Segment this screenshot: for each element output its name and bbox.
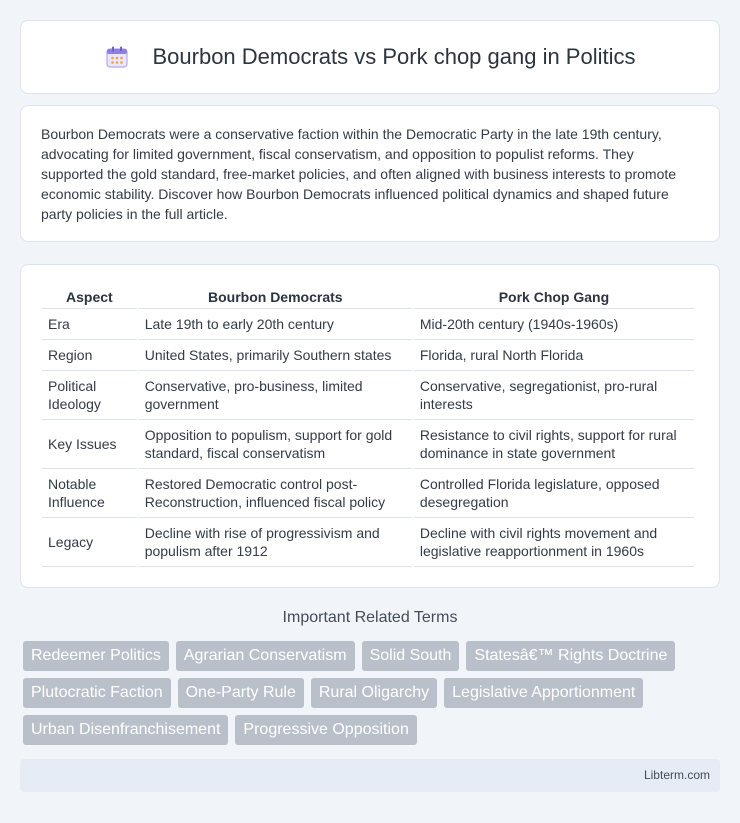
cell-bourbon: Late 19th to early 20th century xyxy=(139,309,412,340)
cell-bourbon: Restored Democratic control post-Reconstruction, influenced fiscal policy xyxy=(139,469,412,518)
tag-row xyxy=(23,678,723,708)
tag-solid-south[interactable]: Solid South xyxy=(362,641,460,671)
comparison-card xyxy=(20,264,720,588)
page-title: Bourbon Democrats vs Pork chop gang in Politics xyxy=(152,44,636,69)
cell-aspect: Legacy xyxy=(42,518,137,567)
footer-site-link[interactable]: Libterm.com xyxy=(643,768,710,782)
tag-plutocratic-faction[interactable]: Plutocratic Faction xyxy=(23,678,171,708)
table-row xyxy=(42,371,694,420)
tag-one-party-rule[interactable]: One-Party Rule xyxy=(178,678,304,708)
tag-states-rights-doctrine[interactable]: Statesâ€™ Rights Doctrine xyxy=(466,641,675,671)
cell-porkchop: Mid-20th century (1940s-1960s) xyxy=(414,309,694,340)
tag-urban-disenfranchisement[interactable]: Urban Disenfranchisement xyxy=(23,715,228,745)
title-card xyxy=(20,20,720,94)
cell-aspect: Key Issues xyxy=(42,420,137,469)
intro-paragraph: Bourbon Democrats were a conservative faction within the Democratic Party in the late 19th century, advocating for limited government, fiscal conservatism, and opposition to populist reforms. They supported the gold standard, free-market policies, and often aligned with business interests to promote economic stability. Discover how Bourbon Democrats influenced political dynamics and shaped future party policies in the full article. xyxy=(41,126,677,222)
table-row xyxy=(42,309,694,340)
cell-aspect: Region xyxy=(42,340,137,371)
footer xyxy=(20,759,720,792)
calendar-icon xyxy=(104,44,130,70)
tag-row xyxy=(23,715,723,745)
cell-porkchop: Florida, rural North Florida xyxy=(414,340,694,371)
cell-porkchop: Resistance to civil rights, support for rural dominance in state government xyxy=(414,420,694,469)
cell-porkchop: Conservative, segregationist, pro-rural interests xyxy=(414,371,694,420)
table-header-row xyxy=(42,283,694,309)
header-bourbon-democrats: Bourbon Democrats xyxy=(139,283,412,309)
cell-aspect: Notable Influence xyxy=(42,469,137,518)
cell-bourbon: Opposition to populism, support for gold standard, fiscal conservatism xyxy=(139,420,412,469)
table-row xyxy=(42,340,694,371)
comparison-table xyxy=(40,283,696,567)
table-row xyxy=(42,518,694,567)
cell-porkchop: Controlled Florida legislature, opposed desegregation xyxy=(414,469,694,518)
tag-row xyxy=(23,641,723,671)
tag-redeemer-politics[interactable]: Redeemer Politics xyxy=(23,641,169,671)
tag-rural-oligarchy[interactable]: Rural Oligarchy xyxy=(311,678,437,708)
cell-porkchop: Decline with civil rights movement and legislative reapportionment in 1960s xyxy=(414,518,694,567)
tag-agrarian-conservatism[interactable]: Agrarian Conservatism xyxy=(176,641,355,671)
header-pork-chop-gang: Pork Chop Gang xyxy=(414,283,694,309)
header-aspect: Aspect xyxy=(42,283,137,309)
tag-legislative-apportionment[interactable]: Legislative Apportionment xyxy=(444,678,643,708)
cell-bourbon: United States, primarily Southern states xyxy=(139,340,412,371)
intro-card xyxy=(20,105,720,242)
tag-progressive-opposition[interactable]: Progressive Opposition xyxy=(235,715,416,745)
cell-bourbon: Decline with rise of progressivism and populism after 1912 xyxy=(139,518,412,567)
cell-aspect: Political Ideology xyxy=(42,371,137,420)
related-terms-heading: Important Related Terms xyxy=(282,609,458,626)
cell-aspect: Era xyxy=(42,309,137,340)
cell-bourbon: Conservative, pro-business, limited government xyxy=(139,371,412,420)
table-row xyxy=(42,420,694,469)
table-row xyxy=(42,469,694,518)
related-terms-list xyxy=(23,641,723,752)
